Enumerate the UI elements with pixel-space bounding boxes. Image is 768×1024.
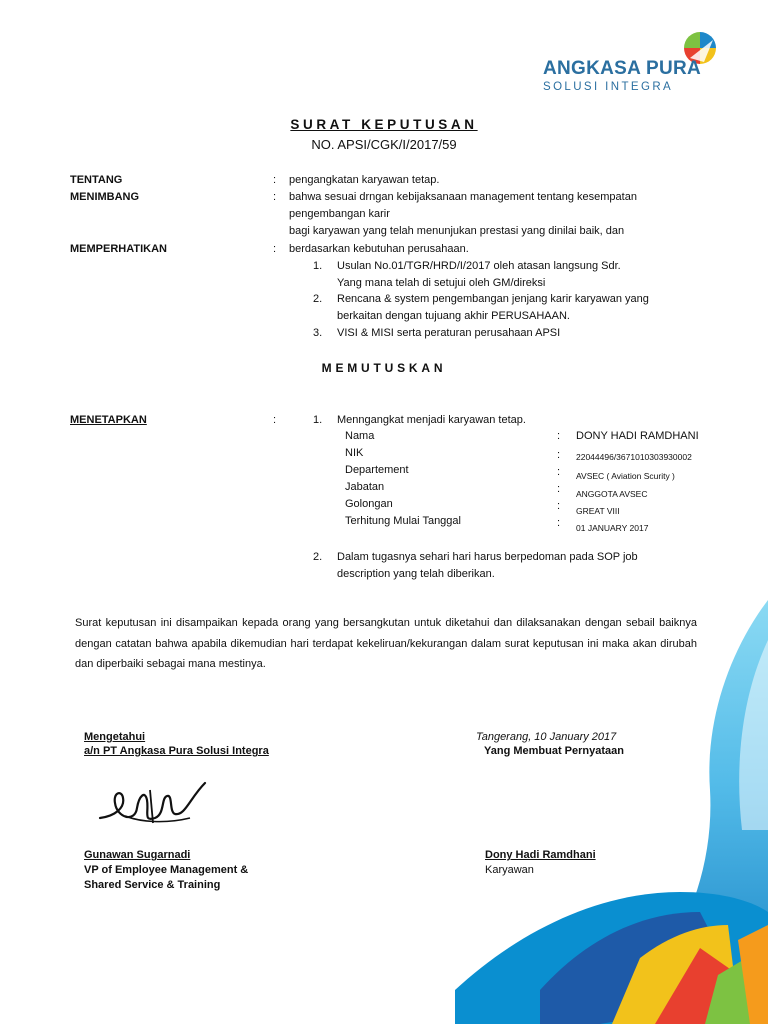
- menimbang-label: MENIMBANG: [70, 191, 140, 203]
- sign-left-title-2: Shared Service & Training: [84, 879, 221, 891]
- field-colon: :: [557, 500, 561, 512]
- field-value-departement: AVSEC ( Aviation Scurity ): [576, 471, 675, 481]
- memperhatikan-colon: :: [273, 243, 277, 255]
- signature-image: [95, 778, 215, 838]
- sign-right-place-date: Tangerang, 10 January 2017: [476, 731, 617, 743]
- company-name: ANGKASA PURA: [543, 58, 702, 79]
- field-colon: :: [557, 517, 561, 529]
- document-number: NO. APSI/CGK/I/2017/59: [311, 137, 457, 152]
- list-item-text: Usulan No.01/TGR/HRD/I/2017 oleh atasan langsung Sdr.: [337, 260, 621, 272]
- list-item-number: 2.: [313, 551, 323, 563]
- field-label-tanggal: Terhitung Mulai Tanggal: [345, 515, 461, 527]
- field-colon: :: [557, 449, 561, 461]
- tentang-colon: :: [273, 174, 277, 186]
- company-subname: SOLUSI INTEGRA: [543, 81, 674, 93]
- memperhatikan-intro: berdasarkan kebutuhan perusahaan.: [289, 243, 469, 255]
- field-label-nama: Nama: [345, 430, 375, 442]
- list-item-text: Yang mana telah di setujui oleh GM/direksi: [337, 277, 546, 289]
- tentang-label: TENTANG: [70, 174, 123, 186]
- list-item-text: description yang telah diberikan.: [337, 568, 495, 580]
- list-item-text: VISI & MISI serta peraturan perusahaan APSI: [337, 327, 561, 339]
- menimbang-line-1: bahwa sesuai drngan kebijaksanaan management tentang kesempatan: [289, 191, 637, 203]
- sign-right-title: Karyawan: [485, 864, 534, 876]
- field-label-jabatan: Jabatan: [345, 481, 385, 493]
- field-value-jabatan: ANGGOTA AVSEC: [576, 489, 648, 499]
- sign-left-org: a/n PT Angkasa Pura Solusi Integra: [84, 745, 269, 757]
- document-title: SURAT KEPUTUSAN: [290, 117, 478, 132]
- menimbang-line-3: bagi karyawan yang telah menunjukan prestasi yang dinilai baik, dan: [289, 225, 625, 237]
- sign-left-title-1: VP of Employee Management &: [84, 864, 249, 876]
- field-value-nik: 22044496/3671010303930002: [576, 452, 692, 462]
- list-item-text: Rencana & system pengembangan jenjang karir karyawan yang: [337, 293, 649, 305]
- field-colon: :: [557, 483, 561, 495]
- list-item-text: berkaitan dengan tujuang akhir PERUSAHAAN.: [337, 310, 570, 322]
- list-item-text: Menngangkat menjadi karyawan tetap.: [337, 414, 526, 426]
- list-item-text: Dalam tugasnya sehari hari harus berpedoman pada SOP job: [337, 551, 638, 563]
- field-colon: :: [557, 466, 561, 478]
- field-value-nama: DONY HADI RAMDHANI: [576, 430, 699, 442]
- menimbang-line-2: pengembangan karir: [289, 208, 390, 220]
- sign-left-heading: Mengetahui: [84, 731, 146, 743]
- sign-right-heading: Yang Membuat Pernyataan: [484, 745, 624, 757]
- sign-right-name: Dony Hadi Ramdhani: [485, 849, 596, 861]
- list-item-number: 2.: [313, 293, 323, 305]
- field-label-nik: NIK: [345, 447, 364, 459]
- tentang-text: pengangkatan karyawan tetap.: [289, 174, 440, 186]
- memperhatikan-label: MEMPERHATIKAN: [70, 243, 167, 255]
- menimbang-colon: :: [273, 191, 277, 203]
- field-label-golongan: Golongan: [345, 498, 393, 510]
- sign-left-name: Gunawan Sugarnadi: [84, 849, 191, 861]
- field-value-tanggal: 01 JANUARY 2017: [576, 523, 649, 533]
- list-item-number: 3.: [313, 327, 323, 339]
- field-value-golongan: GREAT VIII: [576, 506, 620, 516]
- memutuskan-heading: MEMUTUSKAN: [321, 361, 447, 375]
- field-label-departement: Departement: [345, 464, 409, 476]
- menetapkan-label: MENETAPKAN: [70, 414, 147, 426]
- menetapkan-colon: :: [273, 414, 277, 426]
- list-item-number: 1.: [313, 414, 323, 426]
- list-item-number: 1.: [313, 260, 323, 272]
- field-colon: :: [557, 430, 561, 442]
- closing-paragraph: Surat keputusan ini disampaikan kepada orang yang bersangkutan untuk diketahui dan dilaksanakan dengan sebail baiknya dengan catatan bahwa apabila dikemudian hari terdapat kekeliruan/kekurangan dalam surat keputusan ini maka akan dirubah dan diperbaiki sebagai mana mestinya.: [75, 617, 697, 670]
